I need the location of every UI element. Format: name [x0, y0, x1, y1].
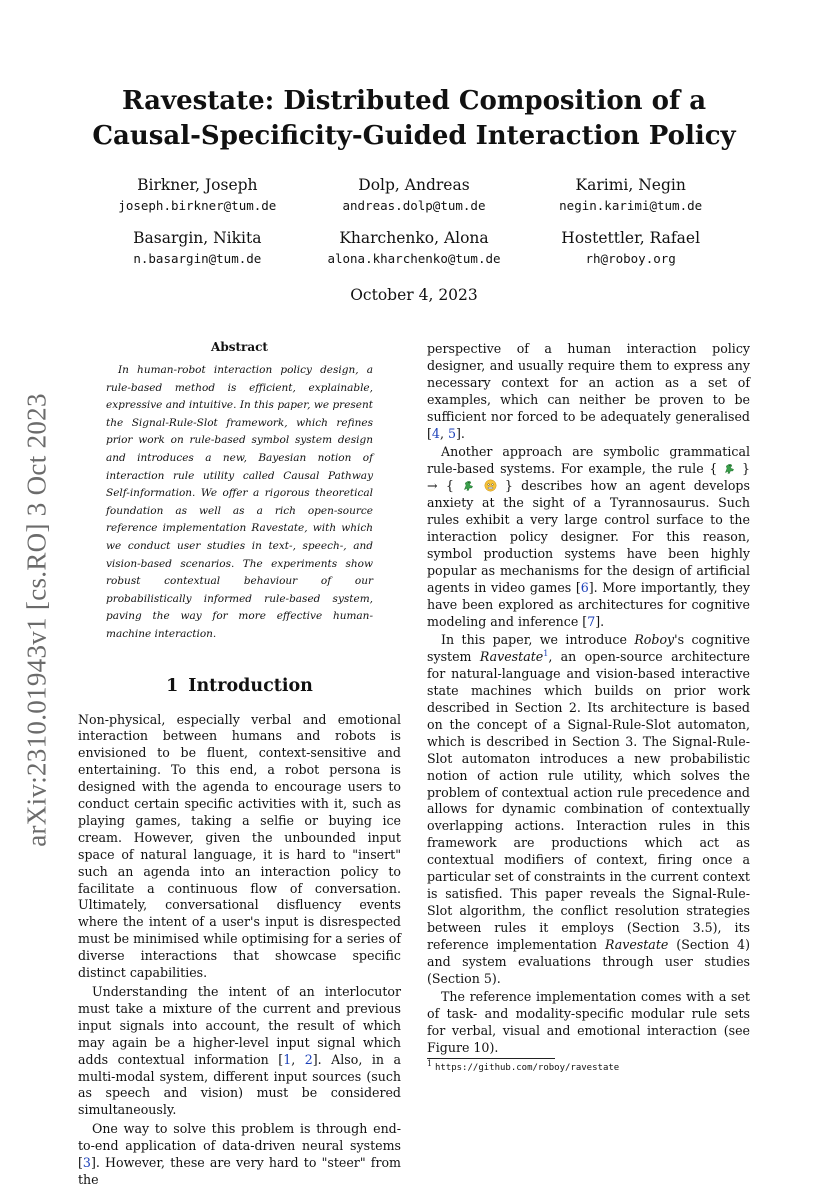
- left-column: [78, 340, 401, 1189]
- publication-date: October 4, 2023: [350, 286, 478, 304]
- title-line-1: Ravestate: Distributed Composition of a: [121, 86, 707, 116]
- author-email: negin.karimi@tum.de: [559, 198, 703, 213]
- author-name: Karimi, Negin: [575, 176, 686, 194]
- citation-link[interactable]: 2: [304, 1051, 313, 1067]
- arxiv-identifier: [12, 370, 62, 870]
- paragraph: The reference implementation comes with a set of task- and modality-specific modular rule sets for verbal, visual and emotional interaction (see Figure 10).: [427, 989, 750, 1056]
- author: [313, 227, 516, 269]
- paragraph: Understanding the intent of an interlocutor must take a mixture of the current and previous input signals into account, the result of which may again be a higher-level input signal which adds contextual information [1, 2]. Also, in a multi-modal system, different input sources (such as speech and vision) must be considered simultaneously.: [78, 984, 401, 1118]
- author: [529, 174, 732, 216]
- footnote-number: 1: [427, 1059, 433, 1068]
- citation-link[interactable]: 5: [447, 425, 456, 441]
- author-email: rh@roboy.org: [585, 251, 676, 266]
- paragraph: Non-physical, especially verbal and emotional interaction between humans and robots is envisioned to be fluent, context-sensitive and entertaining. To this end, a robot persona is designed with the agenda to encourage users to conduct certain specific activities with it, such as playing games, taking a selfie or buying ice cream. However, given the unbounded input space of natural language, it is hard to "insert" such an agenda into an interaction policy to facilitate a continuous flow of conversation. Ultimately, conversational disfluency events where the intent of a user's input is disrespected must be minimised while optimising for a series of diverse interactions that showcase specific distinct capabilities.: [78, 711, 401, 981]
- footnote-url[interactable]: https://github.com/roboy/ravestate: [434, 1063, 620, 1073]
- paragraph: Another approach are symbolic grammatical rule-based systems. For example, the rule { } → { } describes how an agent develops anxiety at the sight of a Tyrannosaurus. Such rules exhibit a very large control surface to the interaction policy designer. For this reason, symbol production systems have been highly popular as mechanisms for the design of artificial agents in video games [6]. More importantly, they have been explored as architectures for cognitive modeling and inference [7].: [427, 444, 750, 629]
- anxious-face-icon: [484, 479, 497, 492]
- footnote-mark[interactable]: 1: [543, 649, 549, 659]
- author-name: Dolp, Andreas: [358, 176, 470, 194]
- author: [96, 227, 299, 269]
- section-number: 1: [166, 675, 179, 696]
- footnote: [427, 1059, 620, 1074]
- author: [96, 174, 299, 216]
- paragraph: One way to solve this problem is through end-to-end application of data-driven neural systems [3]. However, these are very hard to "steer" from the: [78, 1121, 401, 1187]
- paragraph: In this paper, we introduce Roboy's cognitive system Ravestate$^1$, an open-source architecture for natural-language and vision-based interactive state machines which builds on prior work described in Section 2. Its architecture is based on the concept of a Signal-Rule-Slot automaton, which is described in Section 3. The Signal-Rule-Slot automaton introduces a new probabilistic notion of action rule utility, which solves the problem of contextual action rule precedence and allows for dynamic combination of contextually overlapping actions. Interaction rules in this framework are productions which act as contextual modifiers of context, firing once a particular set of constraints in the current context is satisfied. This paper reveals the Signal-Rule-Slot algorithm, the conflict resolution strategies between rules it employs (Section 3.5), its reference implementation Ravestate (Section 4) and system evaluations through user studies (Section 5).: [427, 632, 751, 986]
- paragraph: perspective of a human interaction policy designer, and usually require them to express any necessary context for an action as a set of examples, which can neither be proven to be sufficient nor forced to be adequately generalised [4, 5].: [427, 341, 750, 441]
- author-list: [110, 174, 718, 269]
- citation-link[interactable]: 1: [283, 1051, 292, 1067]
- paper-title: [60, 84, 768, 154]
- arxiv-identifier-text: arXiv:2310.01943v1 [cs.RO] 3 Oct 2023: [21, 393, 52, 847]
- author-email: n.basargin@tum.de: [133, 251, 262, 266]
- author: [529, 227, 732, 269]
- dinosaur-icon: [723, 462, 736, 475]
- section-heading: [78, 676, 401, 696]
- dinosaur-icon: [462, 479, 475, 492]
- citation-link[interactable]: 3: [82, 1155, 91, 1171]
- author-email: andreas.dolp@tum.de: [342, 198, 486, 213]
- author-name: Kharchenko, Alona: [339, 229, 489, 247]
- author-name: Hostettler, Rafael: [561, 229, 701, 247]
- citation-link[interactable]: 6: [580, 579, 589, 595]
- right-column: [427, 341, 750, 1057]
- title-line-2: Causal-Specificity-Guided Interaction Policy: [92, 121, 736, 151]
- author-email: alona.kharchenko@tum.de: [327, 251, 501, 266]
- citation-link[interactable]: 4: [431, 425, 440, 441]
- author-email: joseph.birkner@tum.de: [118, 198, 277, 213]
- author: [313, 174, 516, 216]
- author-name: Basargin, Nikita: [133, 229, 262, 247]
- author-name: Birkner, Joseph: [137, 176, 258, 194]
- footnote-divider: [427, 1058, 555, 1059]
- section-title: Introduction: [188, 675, 313, 696]
- abstract-text: In human-robot interaction policy design, a rule-based method is efficient, explainable, expressive and intuitive. In this paper, we present the Signal-Rule-Slot framework, which refines prior work on rule-based symbol system design and introduces a new, Bayesian notion of interaction rule utility called Causal Pathway Self-information. We offer a rigorous theoretical foundation as well as a rich open-source reference implementation Ravestate, with which we conduct user studies in text-, speech-, and vision-based scenarios. The experiments show robust contextual behaviour of our probabilistically informed rule-based system, paving the way for more effective human-machine interaction.: [106, 364, 373, 640]
- abstract-heading: Abstract: [211, 340, 268, 354]
- citation-link[interactable]: 7: [587, 613, 596, 629]
